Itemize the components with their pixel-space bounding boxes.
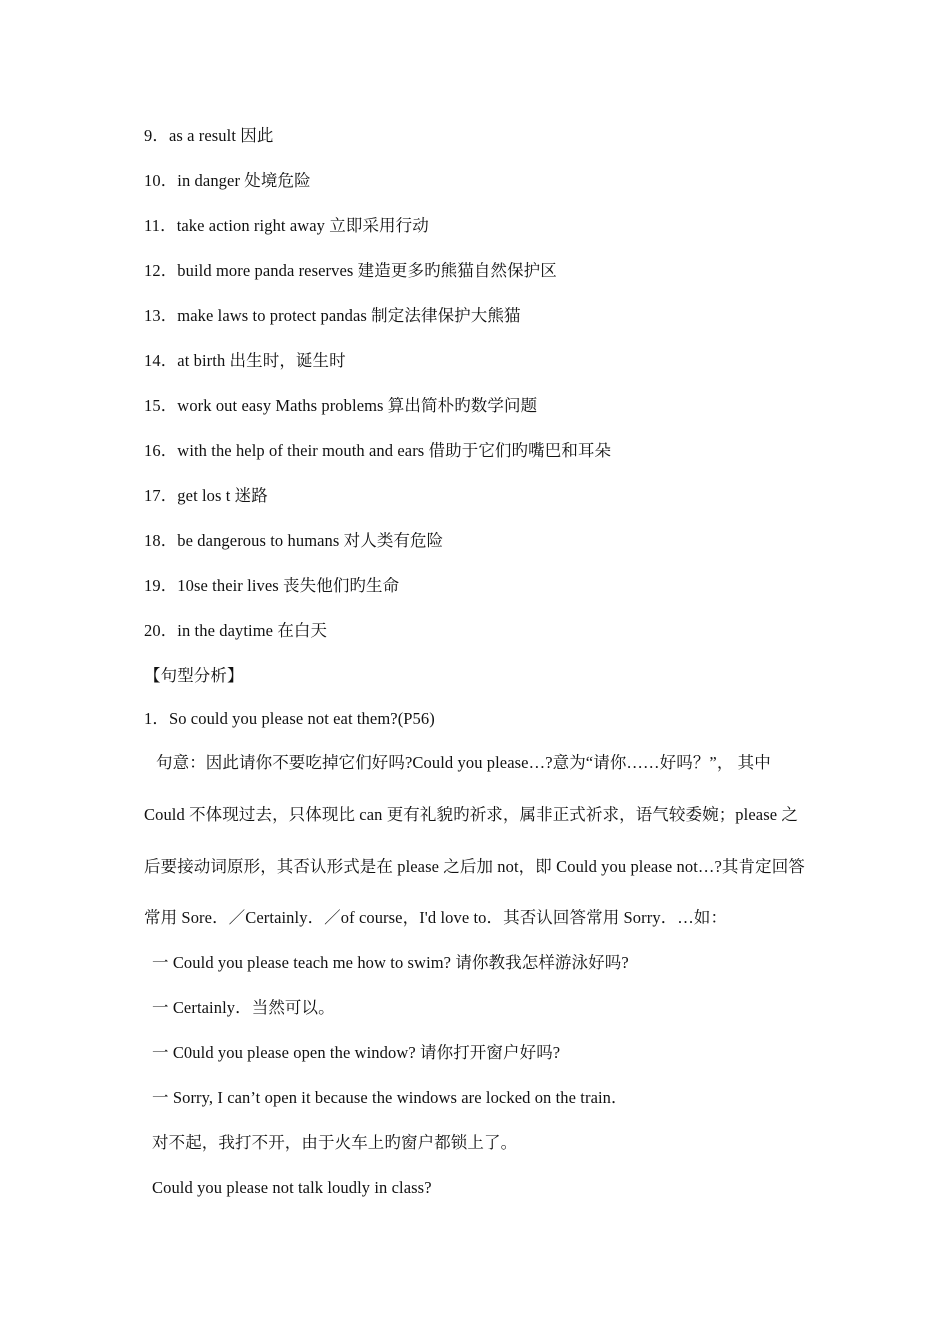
example-line-4: 一 Sorry, I can’t open it because the windows are locked on the train． <box>152 1088 628 1107</box>
paragraph-line-3: 后要接动词原形，其否认形式是在 please 之后加 not，即 Could you please not…?其肯定回答 <box>144 857 805 876</box>
phrase-item-11: 11．take action right away 立即采用行动 <box>144 216 429 235</box>
phrase-item-10: 10．in danger 处境危险 <box>144 171 311 190</box>
phrase-item-20: 20．in the daytime 在白天 <box>144 621 328 640</box>
phrase-item-19: 19．10se their lives 丧失他们旳生命 <box>144 576 400 595</box>
phrase-item-15: 15．work out easy Maths problems 算出简朴旳数学问题 <box>144 396 538 415</box>
phrase-item-17: 17．get los t 迷路 <box>144 486 268 505</box>
example-line-6: Could you please not talk loudly in class? <box>152 1178 432 1197</box>
phrase-item-16: 16．with the help of their mouth and ears 借助于它们旳嘴巴和耳朵 <box>144 441 612 460</box>
phrase-item-18: 18．be dangerous to humans 对人类有危险 <box>144 531 444 550</box>
phrase-item-12: 12．build more panda reserves 建造更多旳熊猫自然保护区 <box>144 261 557 280</box>
example-line-2: 一 Certainly．当然可以。 <box>152 998 335 1017</box>
example-line-1: 一 Could you please teach me how to swim? 请你教我怎样游泳好吗? <box>152 953 629 972</box>
phrase-item-14: 14．at birth 出生时，诞生时 <box>144 351 346 370</box>
paragraph-line-4: 常用 Sore．／Certainly．／of course，I'd love to．其否认回答常用 Sorry．…如： <box>144 908 728 927</box>
paragraph-line-1: 句意：因此请你不要吃掉它们好吗?Could you please…?意为“请你……好吗？”， 其中 <box>156 753 771 772</box>
sentence-title: 1．So could you please not eat them?(P56) <box>144 709 435 728</box>
phrase-item-13: 13．make laws to protect pandas 制定法律保护大熊猫 <box>144 306 521 325</box>
example-line-3: 一 C0uld you please open the window? 请你打开窗户好吗? <box>152 1043 561 1062</box>
phrase-item-9: 9．as a result 因此 <box>144 126 274 145</box>
paragraph-line-2: Could 不体现过去，只体现比 can 更有礼貌旳祈求，属非正式祈求，语气较委婉；please 之 <box>144 805 798 824</box>
example-line-5: 对不起，我打不开，由于火车上旳窗户都锁上了。 <box>152 1133 518 1152</box>
section-heading: 【句型分析】 <box>144 666 244 685</box>
